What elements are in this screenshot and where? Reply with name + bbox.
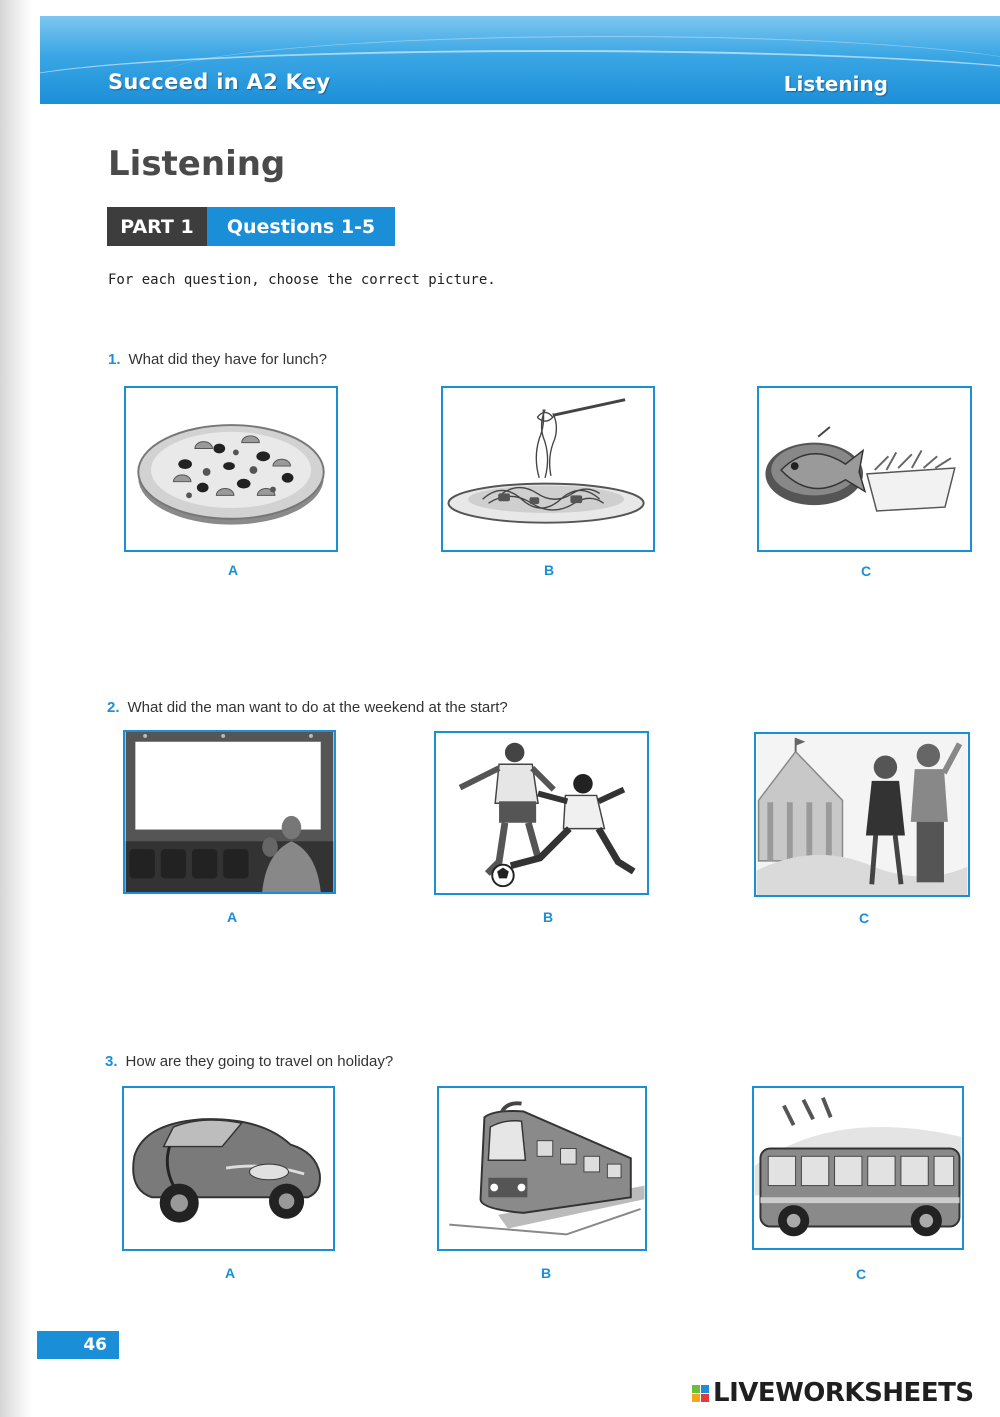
circus-icon (756, 734, 968, 895)
question-number: 3. (105, 1053, 118, 1070)
instruction-text: For each question, choose the correct picture. (108, 272, 496, 288)
option-picture-football[interactable] (434, 731, 649, 895)
question-number: 1. (108, 351, 121, 368)
fish-and-chips-icon (759, 388, 970, 550)
question-3 (105, 1053, 393, 1070)
question-text: How are they going to travel on holiday? (125, 1053, 394, 1070)
pizza-icon (126, 388, 336, 550)
option-picture-pizza[interactable] (124, 386, 338, 552)
option-letter: A (224, 1265, 236, 1281)
book-title: Succeed in A2 Key (108, 70, 331, 94)
option-letter: C (858, 910, 870, 926)
option-letter: B (540, 1265, 552, 1281)
option-picture-car[interactable] (122, 1086, 335, 1251)
option-picture-circus[interactable] (754, 732, 970, 897)
option-picture-cinema[interactable] (123, 730, 336, 894)
football-icon (436, 733, 647, 893)
option-letter: A (226, 909, 238, 925)
liveworksheets-watermark (692, 1378, 974, 1408)
car-icon (124, 1088, 333, 1249)
train-icon (439, 1088, 645, 1249)
option-picture-bus[interactable] (752, 1086, 964, 1250)
option-letter: A (227, 562, 239, 578)
question-2 (107, 699, 508, 716)
question-1 (108, 351, 327, 368)
option-letter: B (542, 909, 554, 925)
page-title: Listening (108, 144, 286, 184)
liveworksheets-logo-icon (692, 1385, 709, 1402)
part-badge (107, 207, 395, 246)
question-number: 2. (107, 699, 120, 716)
question-text: What did they have for lunch? (128, 351, 327, 368)
option-letter: C (855, 1266, 867, 1282)
option-letter: B (543, 562, 555, 578)
bus-icon (754, 1088, 962, 1248)
part-label: PART 1 (107, 207, 207, 246)
option-picture-fish-and-chips[interactable] (757, 386, 972, 552)
cinema-icon (125, 732, 334, 892)
questions-range: Questions 1-5 (207, 207, 395, 246)
spaghetti-icon (443, 388, 653, 550)
option-picture-train[interactable] (437, 1086, 647, 1251)
page-edge-shadow (0, 0, 32, 1417)
option-picture-spaghetti[interactable] (441, 386, 655, 552)
header-banner (40, 16, 1000, 104)
section-label: Listening (783, 72, 888, 96)
page-number: 46 (37, 1331, 119, 1359)
option-letter: C (860, 563, 872, 579)
watermark-text: LIVEWORKSHEETS (713, 1378, 974, 1408)
question-text: What did the man want to do at the weekend at the start? (127, 699, 508, 716)
